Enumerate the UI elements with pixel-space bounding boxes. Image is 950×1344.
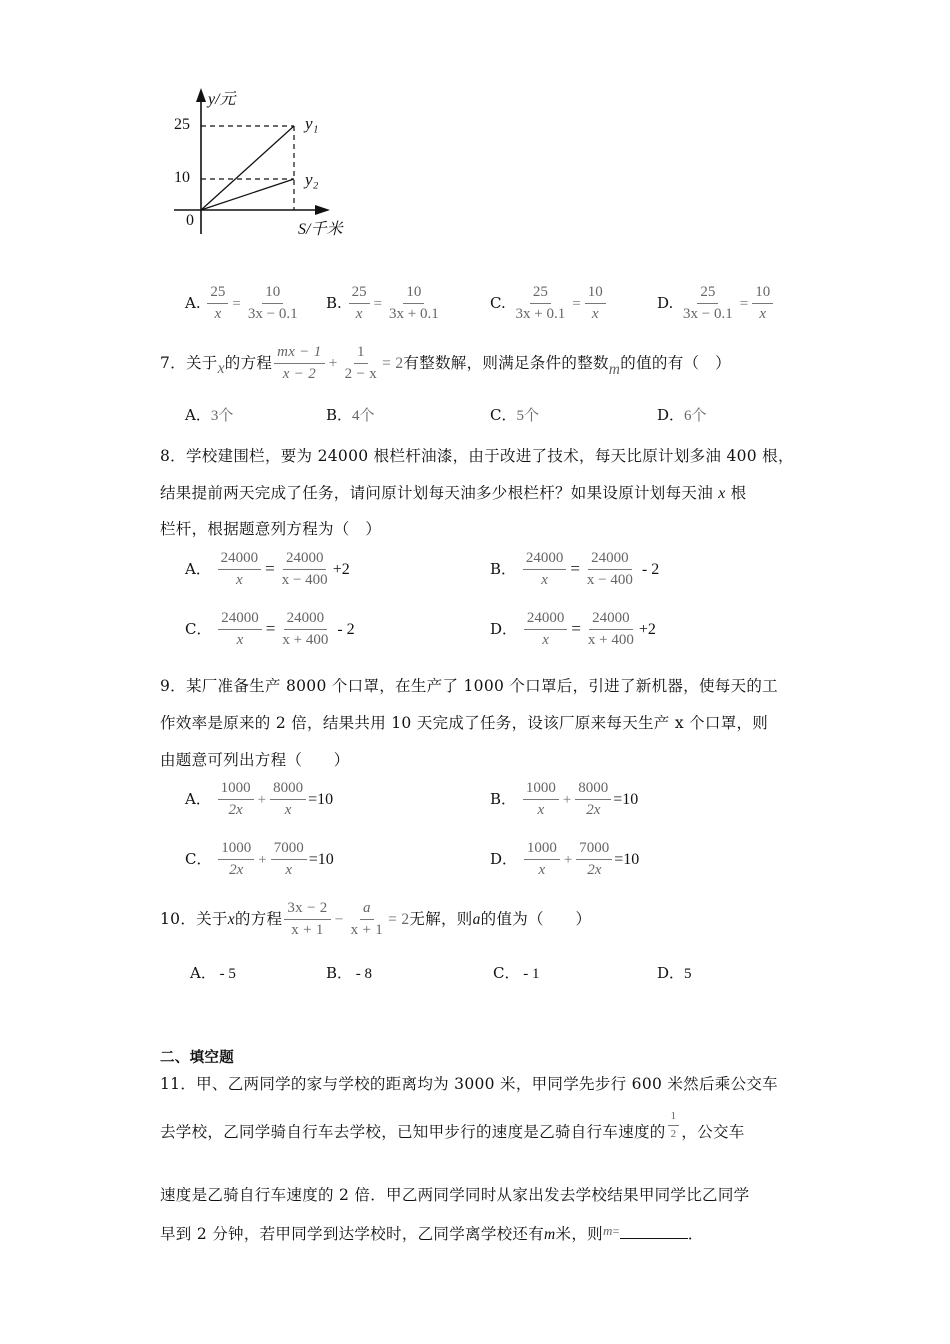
q9-stem-line-2: 作效率是原来的 2 倍，结果共用 10 天完成了任务，设该厂原来每天生产 x 个口罩，则 [160,714,769,732]
q7-option-c[interactable]: C．5个 [490,406,539,424]
q7-option-a[interactable]: A．3个 [185,406,234,424]
q9-option-c[interactable]: C． $\frac{1000}{2x}$ + $\frac{7000}{x}$ =10 [185,840,334,879]
q7-stem: 7．关于x的方程 $\frac{mx - 1}{x - 2}$ + $\frac{1}{2 - x}$ = 2有整数解，则满足条件的整数m的值的有（ ） [160,344,731,383]
answer-blank[interactable] [620,1224,688,1239]
q7-option-d[interactable]: D．6个 [657,406,707,424]
q9-option-b[interactable]: B． $\frac{1000}{x}$ + $\frac{8000}{2x}$ =10 [490,780,639,819]
var-x: x [217,359,225,377]
x-axis-label: S/千米 [298,221,343,238]
q9-option-d[interactable]: D． $\frac{1000}{x}$ + $\frac{7000}{2x}$ =10 [490,840,640,879]
q7-option-b[interactable]: B．4个 [326,406,375,424]
q9-stem-line-3: 由题意可列出方程（ ） [160,751,350,769]
origin-label: 0 [186,212,194,229]
q6-option-b[interactable]: B. $\frac{25}{x}$ = $\frac{10}{3x + 0.1}$ [326,284,439,323]
distance-cost-graph [160,82,360,242]
option-label: A. [185,293,201,312]
line-label-y2: y₂ [305,170,319,189]
q11-line-1: 11．甲、乙两同学的家与学校的距离均为 3000 米，甲同学先步行 600 米然后乘公交车 [160,1075,778,1093]
y-tick-25: 25 [174,116,190,133]
q10-stem: 10．关于x的方程 $\frac{3x - 2}{x + 1}$ − $\frac{a}{x + 1}$ = 2无解，则a的值为（ ） [160,900,592,939]
option-label: C. [490,293,506,312]
y-axis-label: y/元 [208,91,236,108]
q8-stem-line-2: 结果提前两天完成了任务，请问原计划每天油多少根栏杆？如果设原计划每天油 x 根 [160,484,747,502]
q10-option-c[interactable]: C． - 1 [493,964,540,982]
q9-option-a[interactable]: A． $\frac{1000}{2x}$ + $\frac{8000}{x}$ =10 [185,780,334,819]
q10-option-b[interactable]: B． - 8 [326,964,373,982]
option-label: B. [326,293,342,312]
line-label-y1: y₁ [305,114,319,133]
section-title-fill-in: 二、填空题 [160,1050,234,1066]
q10-option-a[interactable]: A． - 5 [190,964,236,982]
q11-line-3: 速度是乙骑自行车速度的 2 倍．甲乙两同学同时从家出发去学校结果甲同学比乙同学 [160,1186,750,1204]
q8-option-c[interactable]: C． $\frac{24000}{x}$ = $\frac{24000}{x + 400}$ - 2 [185,610,355,649]
q8-option-d[interactable]: D． $\frac{24000}{x}$ = $\frac{24000}{x + 400}$ +2 [490,610,656,649]
q10-option-d[interactable]: D．5 [657,964,692,982]
q6-option-a[interactable]: A. $\frac{25}{x}$ = $\frac{10}{3x - 0.1}$ [185,284,298,323]
var-m: m [608,360,621,378]
q8-stem-line-1: 8．学校建围栏，要为 24000 根栏杆油漆，由于改进了技术，每天比原计划多油 400 根， [160,447,794,465]
q11-line-4: 早到 2 分钟，若甲同学到达学校时，乙同学离学校还有m米，则$^{m=}$ ． [160,1223,704,1243]
q6-option-c[interactable]: C. $\frac{25}{3x + 0.1}$ = $\frac{10}{x}$ [490,284,608,324]
q11-line-2: 去学校，乙同学骑自行车去学校，已知甲步行的速度是乙骑自行车速度的 $\frac{1}{2}$ ，公交车 [160,1110,745,1142]
q6-option-d[interactable]: D. $\frac{25}{3x - 0.1}$ = $\frac{10}{x}$ [657,284,775,324]
q8-option-a[interactable]: A． $\frac{24000}{x}$ = $\frac{24000}{x - 400}$ +2 [185,550,350,589]
option-label: D. [657,293,674,312]
y-tick-10: 10 [174,169,190,186]
q8-option-b[interactable]: B． $\frac{24000}{x}$ = $\frac{24000}{x - 400}$ - 2 [490,550,660,589]
q9-stem-line-1: 9．某厂准备生产 8000 个口罩，在生产了 1000 个口罩后，引进了新机器，使每天的工 [160,677,778,695]
q8-stem-line-3: 栏杆，根据题意列方程为（ ） [160,520,382,538]
